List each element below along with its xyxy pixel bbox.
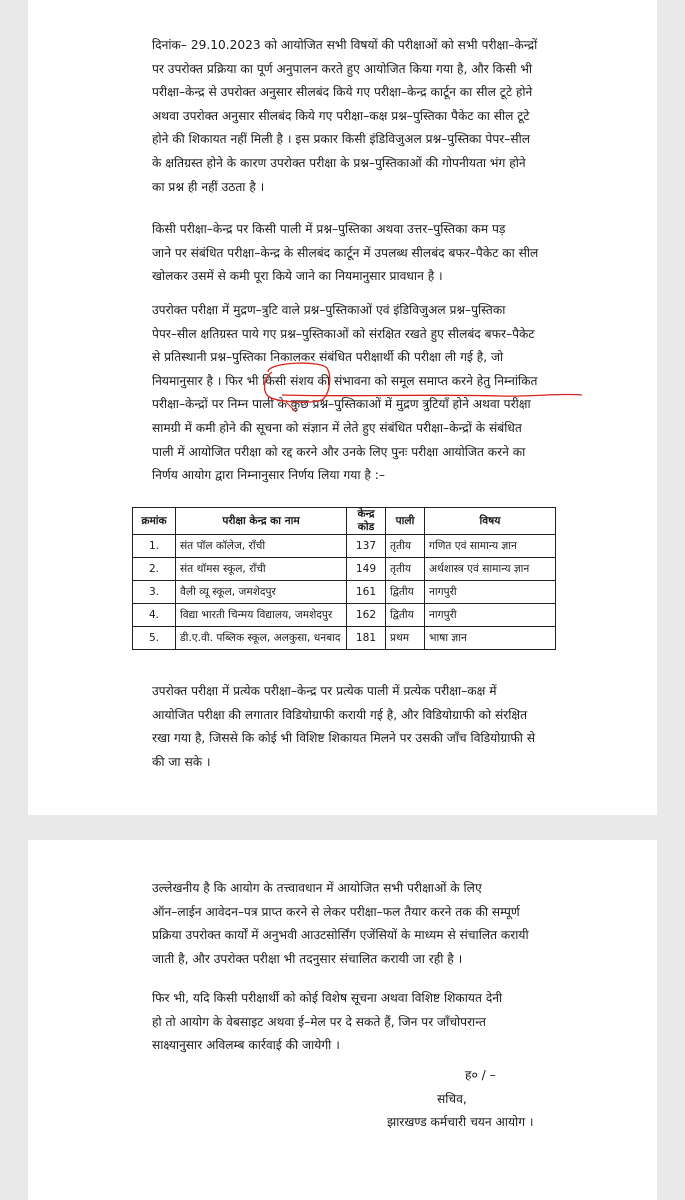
cell-subject: गणित एवं सामान्य ज्ञान	[425, 535, 556, 558]
paragraph-outsourcing	[108, 877, 578, 971]
cell-centre-code: 161	[347, 581, 386, 604]
cell-subject: भाषा ज्ञान	[425, 627, 556, 650]
cell-subject: अर्थशास्त्र एवं सामान्य ज्ञान	[425, 558, 556, 581]
text-line: पर उपरोक्त प्रक्रिया का पूर्ण अनुपालन करते हुए आयोजित किया गया है, और किसी भी	[152, 61, 533, 76]
table-row	[133, 581, 556, 604]
text-line: दिनांक– 29.10.2023 को आयोजित सभी विषयों की परीक्षाओं को सभी परीक्षा–केन्द्रों	[152, 38, 538, 52]
cell-shift: तृतीय	[386, 535, 425, 558]
header-subject: विषय	[425, 508, 556, 535]
text-line: परीक्षा–केन्द्र से उपरोक्त अनुसार सीलबंद किये गए परीक्षा–केन्द्र कार्टून का सील टूटे होने	[152, 85, 533, 100]
text-line: ऑन–लाईन आवेदन–पत्र प्राप्त करने से लेकर परीक्षा–फल तैयार करने तक की सम्पूर्ण	[152, 904, 520, 919]
cell-shift: प्रथम	[386, 627, 425, 650]
exam-centre-table	[132, 507, 556, 650]
cell-centre-code: 162	[347, 604, 386, 627]
cell-centre-name: संत थॉमस स्कूल, राँची	[176, 558, 347, 581]
text-line: का प्रश्न ही नहीं उठता है ।	[152, 179, 265, 194]
header-serial: क्रमांक	[133, 508, 176, 535]
cell-serial: 4.	[133, 604, 176, 627]
paragraph-videography	[108, 680, 578, 774]
header-centre-name: परीक्षा केन्द्र का नाम	[176, 508, 347, 535]
cell-subject: नागपुरी	[425, 604, 556, 627]
cell-serial: 5.	[133, 627, 176, 650]
text-line: आयोजित परीक्षा की लगातार विडियोग्राफी करायी गई है, और विडियोग्राफी को संरक्षित	[152, 707, 528, 722]
text-line: जाने पर संबंधित परीक्षा–केन्द्र के सीलबंद कार्टून में उपलब्ध सीलबंद बफर–पैकेट का सील	[152, 245, 539, 260]
table-row	[133, 535, 556, 558]
text-line: उल्लेखनीय है कि आयोग के तत्त्वावधान में आयोजित सभी परीक्षाओं के लिए	[152, 881, 482, 895]
text-line: रखा गया है, जिससे कि कोई भी विशिष्ट शिकायत मिलने पर उसकी जाँच विडियोग्राफी से	[152, 731, 536, 746]
cell-subject: नागपुरी	[425, 581, 556, 604]
cell-centre-code: 181	[347, 627, 386, 650]
cell-centre-name: वैली व्यू स्कूल, जमशेदपुर	[176, 581, 347, 604]
text-line: निर्णय आयोग द्वारा निम्नानुसार निर्णय लिया गया है :–	[152, 468, 385, 483]
text-line: हो तो आयोग के वेबसाइट अथवा ई–मेल पर दे सकते हैं, जिन पर जाँचोपरान्त	[152, 1014, 486, 1029]
signature-organization: झारखण्ड कर्मचारी चयन आयोग ।	[387, 1115, 534, 1129]
cell-centre-name: विद्या भारती चिन्मय विद्यालय, जमशेदपुर	[176, 604, 347, 627]
paragraph-buffer-packet	[108, 218, 578, 289]
text-line: के क्षतिग्रस्त होने के कारण उपरोक्त परीक्षा के प्रश्न–पुस्तिकाओं की गोपनीयता भंग होने	[152, 155, 526, 170]
text-line: पेपर–सील क्षतिग्रस्त पाये गए प्रश्न–पुस्तिकाओं को संरक्षित रखते हुए सीलबंद बफर–पैकेट	[152, 326, 535, 341]
paragraph-complaint	[108, 987, 578, 1058]
text-line: साक्ष्यानुसार अविलम्ब कार्रवाई की जायेगी ।	[152, 1038, 340, 1053]
cell-shift: द्वितीय	[386, 604, 425, 627]
signature-designation: सचिव,	[437, 1092, 467, 1106]
text-line: पाली में आयोजित परीक्षा को रद्द करने और उनके लिए पुनः परीक्षा आयोजित करने का	[152, 444, 526, 459]
paragraph-exam-conduct	[108, 34, 578, 199]
text-line: उपरोक्त परीक्षा में मुद्रण–त्रुटि वाले प्रश्न–पुस्तिकाओं एवं इंडिविजुअल प्रश्न–पुस्तिका	[152, 303, 506, 317]
text-line: प्रक्रिया उपरोक्त कार्यों में अनुभवी आउटसोर्सिंग एजेंसियों के माध्यम से संचालित करायी	[152, 928, 529, 943]
cell-shift: द्वितीय	[386, 581, 425, 604]
table-header-row	[133, 508, 556, 535]
text-line: परीक्षा–केन्द्रों पर निम्न पाली के कुछ प्रश्न–पुस्तिकाओं में मुद्रण त्रुटियाँ होने अथवा परीक्षा	[152, 397, 531, 412]
text-line: जाती है, और उपरोक्त परीक्षा भी तदनुसार संचालित करायी जा रही है ।	[152, 951, 463, 966]
text-line: फिर भी, यदि किसी परीक्षार्थी को कोई विशेष सूचना अथवा विशिष्ट शिकायत देनी	[152, 991, 503, 1005]
paragraph-cancellation-decision	[108, 299, 578, 488]
table-row	[133, 627, 556, 650]
header-centre-code: केन्द्र कोड	[347, 508, 386, 535]
cell-centre-name: संत पॉल कॉलेज, राँची	[176, 535, 347, 558]
cell-centre-code: 149	[347, 558, 386, 581]
text-line: होने की शिकायत नहीं मिली है । इस प्रकार किसी इंडिविजुअल प्रश्न–पुस्तिका पेपर–सील	[152, 132, 531, 147]
cell-serial: 2.	[133, 558, 176, 581]
text-line: नियमानुसार है । फिर भी किसी संशय की संभावना को समूल समाप्त करने हेतु निम्नांकित	[152, 373, 538, 388]
cell-centre-code: 137	[347, 535, 386, 558]
text-line: से प्रतिस्थानी प्रश्न–पुस्तिका निकालकर संबंधित परीक्षार्थी की परीक्षा ली गई है, जो	[152, 350, 504, 365]
text-line: की जा सके ।	[152, 754, 211, 769]
header-shift: पाली	[386, 508, 425, 535]
text-line: किसी परीक्षा–केन्द्र पर किसी पाली में प्रश्न–पुस्तिका अथवा उत्तर–पुस्तिका कम पड़	[152, 222, 506, 236]
cell-centre-name: डी.ए.वी. पब्लिक स्कूल, अलकुसा, धनबाद	[176, 627, 347, 650]
text-line: अथवा उपरोक्त अनुसार सीलबंद किये गए परीक्षा–कक्ष प्रश्न–पुस्तिका पैकेट का सील टूटे	[152, 108, 530, 123]
table-row	[133, 604, 556, 627]
text-line: खोलकर उसमें से कमी पूरा किये जाने का नियमानुसार प्रावधान है ।	[152, 269, 443, 284]
cell-serial: 3.	[133, 581, 176, 604]
signature-mark: ह० / –	[465, 1068, 496, 1082]
table-row	[133, 558, 556, 581]
cell-shift: तृतीय	[386, 558, 425, 581]
text-line: उपरोक्त परीक्षा में प्रत्येक परीक्षा–केन्द्र पर प्रत्येक पाली में प्रत्येक परीक्षा–कक्ष में	[152, 684, 497, 698]
text-line: सामग्री में कमी होने की सूचना को संज्ञान में लेते हुए संबंधित परीक्षा–केन्द्रों के संबंधित	[152, 420, 522, 435]
cell-serial: 1.	[133, 535, 176, 558]
